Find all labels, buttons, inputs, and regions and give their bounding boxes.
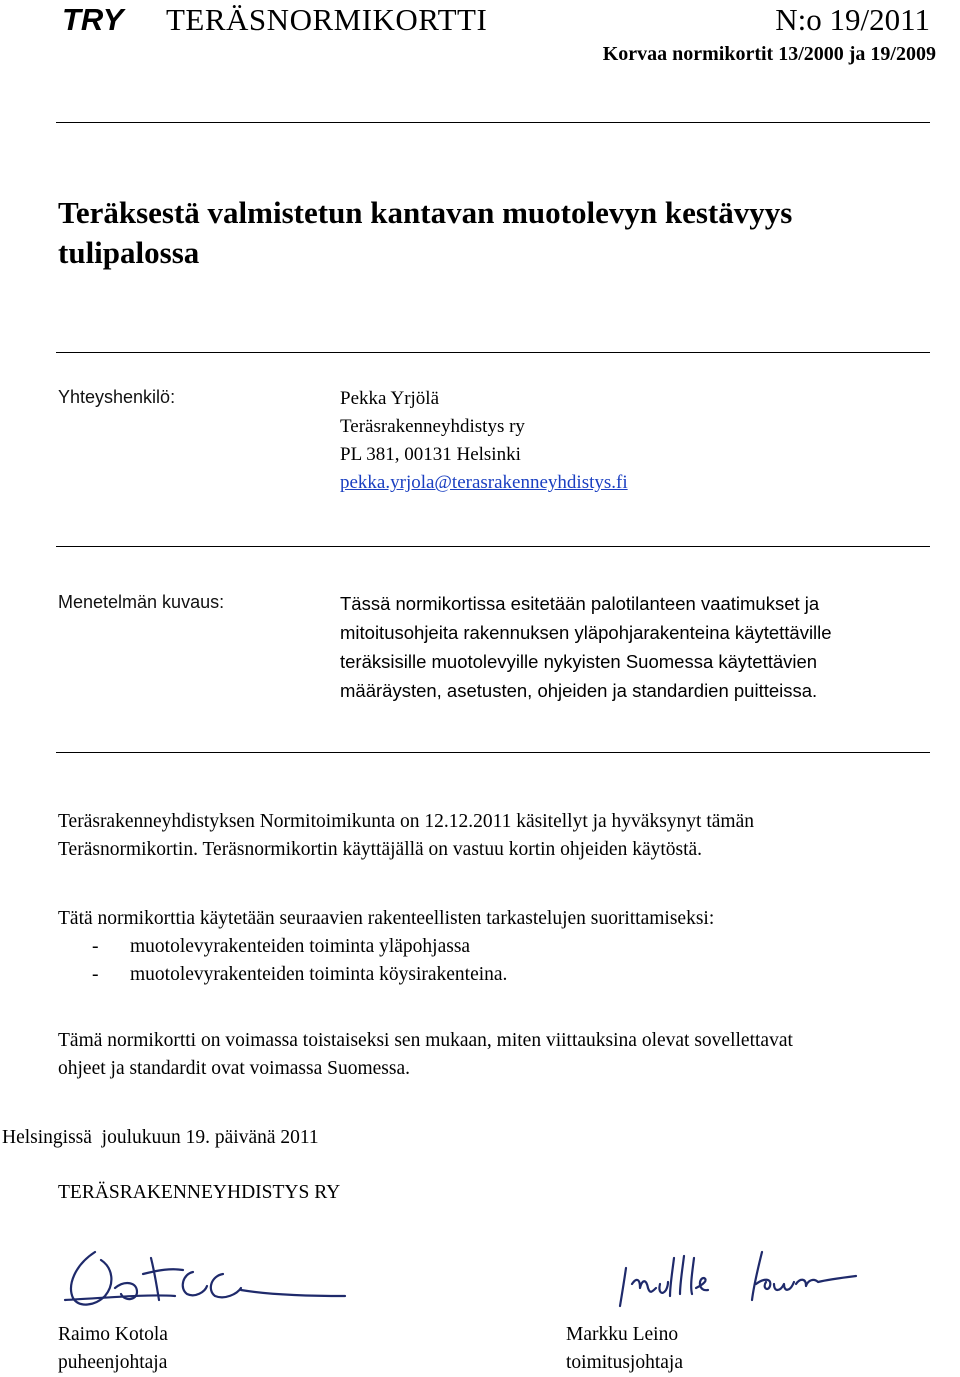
place-date: Helsingissä joulukuun 19. päivänä 2011 [2, 1127, 319, 1148]
method-line: mitoitusohjeita rakennuksen yläpohjarakenteina käytettäville [340, 622, 832, 643]
signature-kotola [55, 1240, 355, 1320]
signatory-name: Raimo Kotola [58, 1324, 168, 1345]
list-bullet: - [92, 936, 99, 957]
card-title: TERÄSNORMIKORTTI [166, 2, 488, 37]
validity-line: Tämä normikortti on voimassa toistaiseksi sen mukaan, miten viittauksina olevat sovellettavat [58, 1030, 793, 1051]
list-item-text: muotolevyrakenteiden toiminta köysirakenteina. [130, 964, 508, 985]
contact-organization: Teräsrakenneyhdistys ry [340, 416, 525, 437]
document-title [58, 193, 938, 273]
method-line: Tässä normikortissa esitetään palotilanteen vaatimukset ja [340, 593, 820, 614]
document-title-line: tulipalossa [58, 235, 200, 270]
method-description [340, 589, 940, 705]
list-item-text: muotolevyrakenteiden toiminta yläpohjassa [130, 936, 471, 957]
list-bullet: - [92, 964, 99, 985]
contact-name: Pekka Yrjölä [340, 388, 440, 409]
list-item [58, 933, 714, 961]
method-line: teräksisille muotolevyille nykyisten Suomessa käytettävien [340, 651, 818, 672]
contact-label: Yhteyshenkilö: [58, 387, 176, 407]
signatory-block [58, 1321, 168, 1377]
contact-block [340, 385, 628, 497]
replaces-note: Korvaa normikortit 13/2000 ja 19/2009 [602, 43, 936, 65]
approval-line: Teräsnormikortin. Teräsnormikortin käyttäjällä on vastuu kortin ohjeiden käytöstä. [58, 839, 703, 860]
divider [56, 752, 930, 753]
signature-leino [612, 1248, 862, 1312]
usage-intro: Tätä normikorttia käytetään seuraavien rakenteellisten tarkastelujen suorittamiseksi: [58, 908, 715, 929]
signatory-name: Markku Leino [566, 1324, 679, 1345]
method-label: Menetelmän kuvaus: [58, 592, 225, 612]
signatory-role: toimitusjohtaja [566, 1352, 683, 1373]
divider [56, 122, 930, 123]
card-number: N:o 19/2011 [775, 2, 930, 37]
document-title-line: Teräksestä valmistetun kantavan muotolevyn kestävyys [58, 195, 793, 230]
approval-paragraph [58, 808, 754, 864]
usage-paragraph [58, 905, 714, 989]
contact-address: PL 381, 00131 Helsinki [340, 444, 521, 465]
approval-line: Teräsrakenneyhdistyksen Normitoimikunta on 12.12.2011 käsitellyt ja hyväksynyt tämän [58, 811, 754, 832]
divider [56, 352, 930, 353]
signatory-block [566, 1321, 683, 1377]
validity-paragraph [58, 1027, 793, 1083]
brand-logo-text: TRY [62, 2, 124, 37]
validity-line: ohjeet ja standardit ovat voimassa Suomessa. [58, 1058, 411, 1079]
list-item [58, 961, 714, 989]
contact-email-link[interactable]: pekka.yrjola@terasrakenneyhdistys.fi [340, 472, 628, 493]
divider [56, 546, 930, 547]
association-name: TERÄSRAKENNEYHDISTYS RY [58, 1182, 341, 1203]
method-line: määräysten, asetusten, ohjeiden ja standardien puitteissa. [340, 680, 818, 701]
signatory-role: puheenjohtaja [58, 1352, 168, 1373]
